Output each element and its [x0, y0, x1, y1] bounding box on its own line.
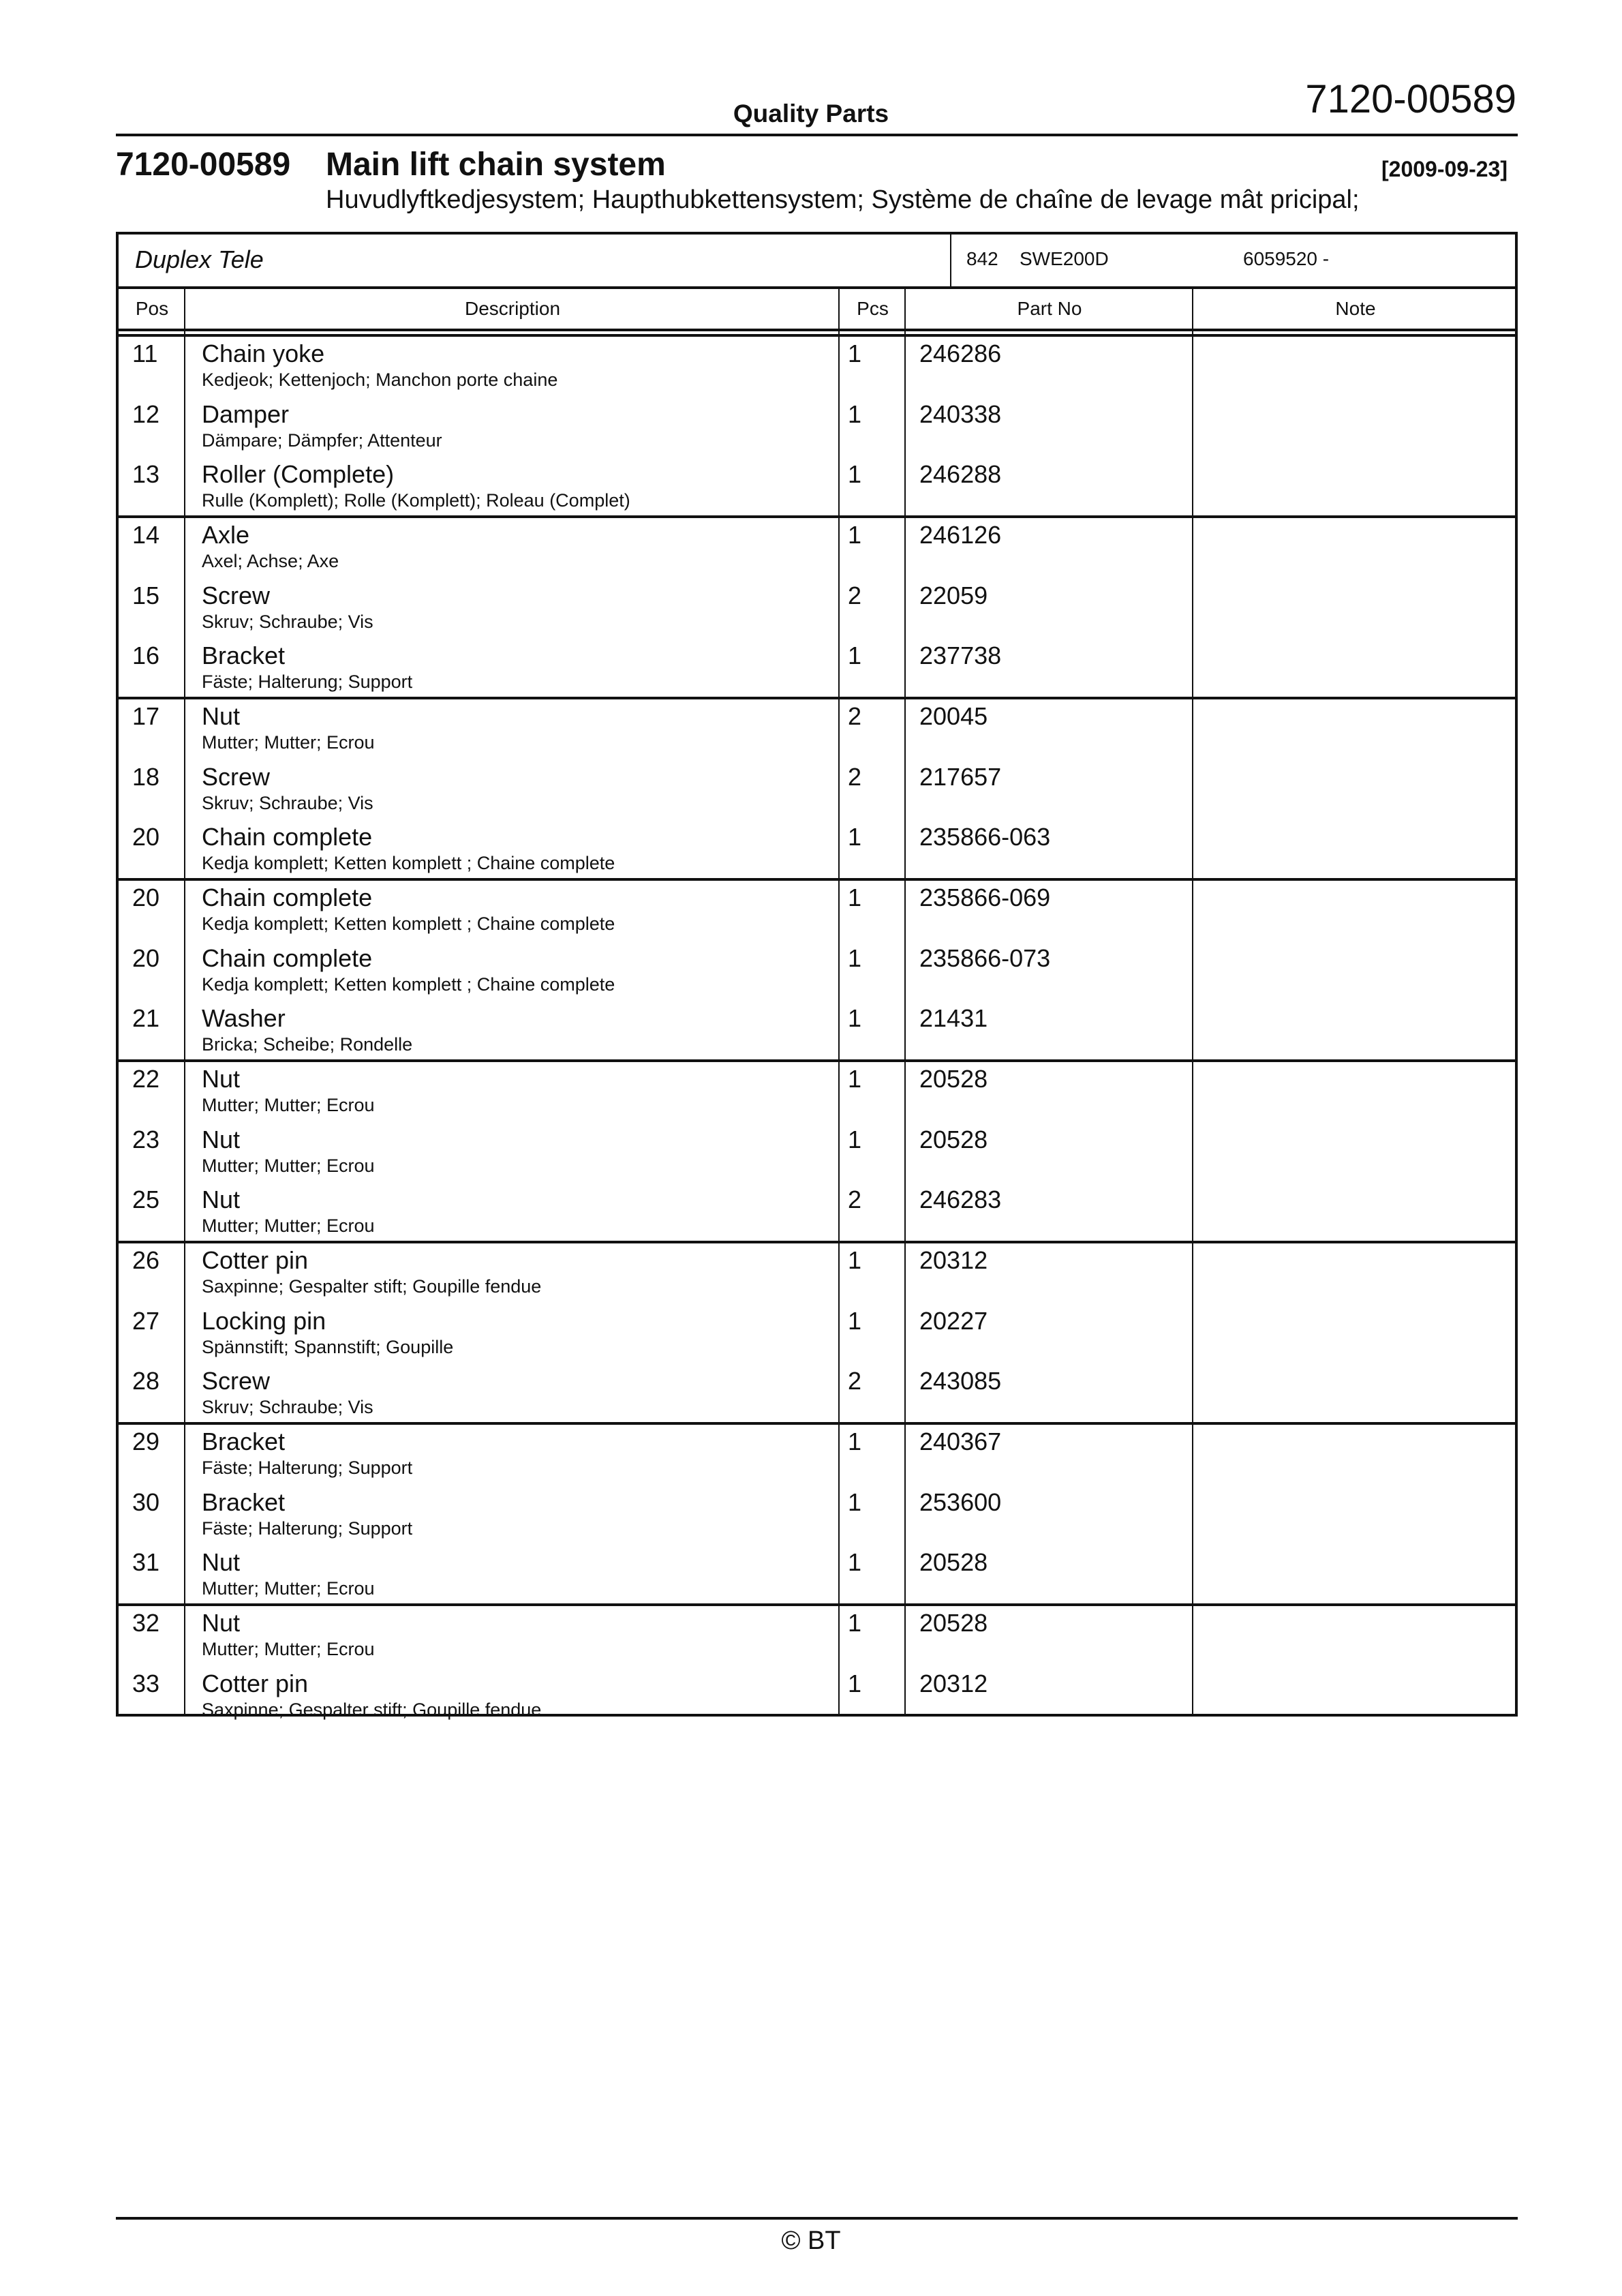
part-pos: 33: [132, 1669, 160, 1697]
table-row: [119, 397, 1515, 457]
part-pos: 20: [132, 883, 160, 911]
model-type: SWE200D: [1020, 248, 1109, 269]
part-qty: 1: [848, 1065, 862, 1093]
part-translations: Bricka; Scheibe; Rondelle: [202, 1034, 413, 1055]
part-number: 217657: [919, 762, 1002, 791]
table-row: [119, 1545, 1515, 1605]
part-number: 246283: [919, 1185, 1002, 1214]
model-divider: [950, 235, 951, 286]
row-group: [119, 518, 1515, 699]
part-qty: 1: [848, 943, 862, 972]
part-number: 243085: [919, 1367, 1002, 1395]
header-title: Quality Parts: [733, 100, 889, 127]
part-pos: 18: [132, 762, 160, 791]
part-name: Bracket: [202, 1487, 286, 1516]
column-header-pos: Pos: [135, 298, 169, 319]
part-name: Chain complete: [202, 883, 373, 911]
part-qty: 1: [848, 823, 862, 851]
table-row: [119, 941, 1515, 1001]
row-group: [119, 699, 1515, 881]
part-name: Chain yoke: [202, 339, 325, 367]
part-qty: 1: [848, 1125, 862, 1153]
part-name: Screw: [202, 1367, 271, 1395]
part-translations: Fäste; Halterung; Support: [202, 1457, 413, 1478]
table-row: [119, 1243, 1515, 1303]
part-pos: 13: [132, 460, 160, 489]
part-translations: Mutter; Mutter; Ecrou: [202, 1155, 375, 1176]
section-date: [2009-09-23]: [1381, 157, 1508, 181]
part-pos: 25: [132, 1185, 160, 1214]
header-divider: [116, 134, 1518, 136]
part-name: Cotter pin: [202, 1669, 309, 1697]
part-number: 246288: [919, 460, 1002, 489]
part-name: Screw: [202, 762, 271, 791]
part-qty: 1: [848, 1004, 862, 1033]
part-number: 20528: [919, 1065, 988, 1093]
part-name: Nut: [202, 1125, 241, 1153]
part-number: 20312: [919, 1669, 988, 1697]
table-row: [119, 1485, 1515, 1545]
part-qty: 2: [848, 581, 862, 609]
row-group: [119, 881, 1515, 1062]
part-pos: 20: [132, 823, 160, 851]
part-pos: 12: [132, 399, 160, 428]
part-qty: 1: [848, 1609, 862, 1637]
part-translations: Skruv; Schraube; Vis: [202, 792, 373, 813]
part-qty: 1: [848, 1428, 862, 1455]
part-pos: 15: [132, 581, 160, 609]
part-translations: Axel; Achse; Axe: [202, 551, 339, 571]
part-pos: 32: [132, 1609, 160, 1637]
table-row: [119, 639, 1515, 699]
part-translations: Mutter; Mutter; Ecrou: [202, 1639, 375, 1659]
part-name: Locking pin: [202, 1306, 326, 1335]
column-header-pcs: Pcs: [857, 298, 889, 319]
part-name: Nut: [202, 1065, 241, 1093]
part-number: 246126: [919, 521, 1002, 549]
model-name: Duplex Tele: [135, 245, 264, 273]
part-qty: 1: [848, 460, 862, 489]
part-pos: 16: [132, 641, 160, 670]
part-translations: Rulle (Komplett); Rolle (Komplett); Roleau (Complet): [202, 490, 630, 511]
header-doc-number: 7120-00589: [1305, 77, 1516, 121]
part-number: 21431: [919, 1004, 988, 1033]
part-pos: 27: [132, 1306, 160, 1335]
part-pos: 22: [132, 1065, 160, 1093]
part-translations: Fäste; Halterung; Support: [202, 1517, 413, 1539]
parts-table: [116, 232, 1518, 1720]
row-group: [119, 337, 1515, 518]
part-pos: 11: [132, 339, 158, 367]
part-number: 235866-063: [919, 823, 1051, 851]
part-pos: 23: [132, 1125, 160, 1153]
part-name: Nut: [202, 1609, 241, 1637]
part-pos: 17: [132, 702, 160, 730]
part-translations: Skruv; Schraube; Vis: [202, 611, 373, 632]
table-row: [119, 1183, 1515, 1243]
part-name: Roller (Complete): [202, 460, 395, 489]
part-qty: 1: [848, 1306, 862, 1335]
table-row: [119, 457, 1515, 517]
part-name: Bracket: [202, 641, 286, 670]
part-pos: 20: [132, 943, 160, 972]
table-row: [119, 1425, 1515, 1485]
table-row: [119, 337, 1515, 397]
part-pos: 30: [132, 1487, 160, 1516]
table-row: [119, 1304, 1515, 1364]
table-row: [119, 1123, 1515, 1183]
part-name: Axle: [202, 521, 250, 549]
model-serial: 6059520 -: [1243, 248, 1330, 269]
part-qty: 1: [848, 883, 862, 911]
part-number: 240338: [919, 399, 1002, 428]
part-qty: 1: [848, 641, 862, 670]
part-qty: 2: [848, 1185, 862, 1214]
table-row: [119, 699, 1515, 759]
part-translations: Mutter; Mutter; Ecrou: [202, 1578, 375, 1599]
part-number: 235866-073: [919, 943, 1051, 972]
part-name: Damper: [202, 399, 290, 428]
model-row: [119, 235, 1515, 289]
section-translations: Huvudlyftkedjesystem; Haupthubkettensystem; Système de chaîne de levage mât pricipal;: [326, 185, 1360, 214]
part-name: Nut: [202, 1185, 241, 1214]
part-name: Nut: [202, 702, 241, 730]
part-number: 22059: [919, 581, 988, 609]
part-translations: Mutter; Mutter; Ecrou: [202, 1095, 375, 1115]
column-header-description: Description: [464, 298, 561, 319]
footer-divider: [116, 2217, 1518, 2220]
table-row: [119, 579, 1515, 639]
part-translations: Dämpare; Dämpfer; Attenteur: [202, 429, 442, 451]
part-qty: 1: [848, 399, 862, 428]
part-name: Nut: [202, 1548, 241, 1577]
table-row: [119, 760, 1515, 820]
row-group: [119, 1606, 1515, 1787]
part-number: 20227: [919, 1306, 988, 1335]
part-pos: 31: [132, 1548, 160, 1577]
part-pos: 14: [132, 521, 160, 549]
part-name: Chain complete: [202, 943, 373, 972]
table-row: [119, 1062, 1515, 1122]
part-number: 20528: [919, 1548, 988, 1577]
part-qty: 1: [848, 339, 862, 367]
table-row: [119, 820, 1515, 880]
part-translations: Spännstift; Spannstift; Goupille: [202, 1336, 454, 1357]
part-name: Bracket: [202, 1428, 286, 1455]
row-group: [119, 1425, 1515, 1606]
part-translations: Mutter; Mutter; Ecrou: [202, 732, 375, 753]
part-qty: 2: [848, 702, 862, 730]
part-name: Chain complete: [202, 823, 373, 851]
part-translations: Saxpinne; Gespalter stift; Goupille fendue: [202, 1699, 542, 1720]
part-number: 20045: [919, 702, 988, 730]
part-pos: 28: [132, 1367, 160, 1395]
table-row: [119, 1001, 1515, 1061]
part-qty: 1: [848, 1669, 862, 1697]
part-translations: Saxpinne; Gespalter stift; Goupille fendue: [202, 1276, 542, 1297]
part-number: 20312: [919, 1246, 988, 1274]
header-double-rule: [119, 331, 1515, 337]
part-number: 237738: [919, 641, 1002, 670]
part-pos: 29: [132, 1428, 160, 1455]
part-translations: Fäste; Halterung; Support: [202, 671, 413, 693]
column-header-part-no: Part No: [1017, 298, 1082, 319]
part-name: Washer: [202, 1004, 286, 1033]
part-number: 240367: [919, 1428, 1002, 1455]
part-qty: 1: [848, 1246, 862, 1274]
row-group: [119, 1062, 1515, 1243]
part-name: Cotter pin: [202, 1246, 309, 1274]
part-qty: 1: [848, 521, 862, 549]
part-number: 20528: [919, 1609, 988, 1637]
part-translations: Kedjeok; Kettenjoch; Manchon porte chaine: [202, 369, 558, 390]
part-pos: 26: [132, 1246, 160, 1274]
table-row: [119, 1667, 1515, 1727]
table-row: [119, 1606, 1515, 1666]
part-translations: Kedja komplett; Ketten komplett ; Chaine complete: [202, 973, 615, 995]
column-header-row: [119, 289, 1515, 331]
footer-copyright: © BT: [781, 2226, 841, 2255]
part-number: 253600: [919, 1487, 1002, 1516]
part-name: Screw: [202, 581, 271, 609]
part-translations: Skruv; Schraube; Vis: [202, 1397, 373, 1418]
part-translations: Mutter; Mutter; Ecrou: [202, 1215, 375, 1237]
table-row: [119, 881, 1515, 941]
table-row: [119, 518, 1515, 578]
section-code: 7120-00589: [116, 147, 291, 183]
section-title: Main lift chain system: [326, 147, 666, 183]
part-pos: 21: [132, 1004, 160, 1033]
part-qty: 1: [848, 1548, 862, 1577]
part-number: 246286: [919, 339, 1002, 367]
row-group: [119, 1243, 1515, 1425]
part-qty: 2: [848, 1367, 862, 1395]
part-number: 20528: [919, 1125, 988, 1153]
table-row: [119, 1364, 1515, 1424]
part-qty: 2: [848, 762, 862, 791]
column-header-note: Note: [1335, 298, 1376, 319]
part-qty: 1: [848, 1487, 862, 1516]
part-translations: Kedja komplett; Ketten komplett ; Chaine complete: [202, 853, 615, 874]
model-code: 842: [966, 248, 998, 269]
part-translations: Kedja komplett; Ketten komplett ; Chaine complete: [202, 913, 615, 934]
part-number: 235866-069: [919, 883, 1051, 911]
